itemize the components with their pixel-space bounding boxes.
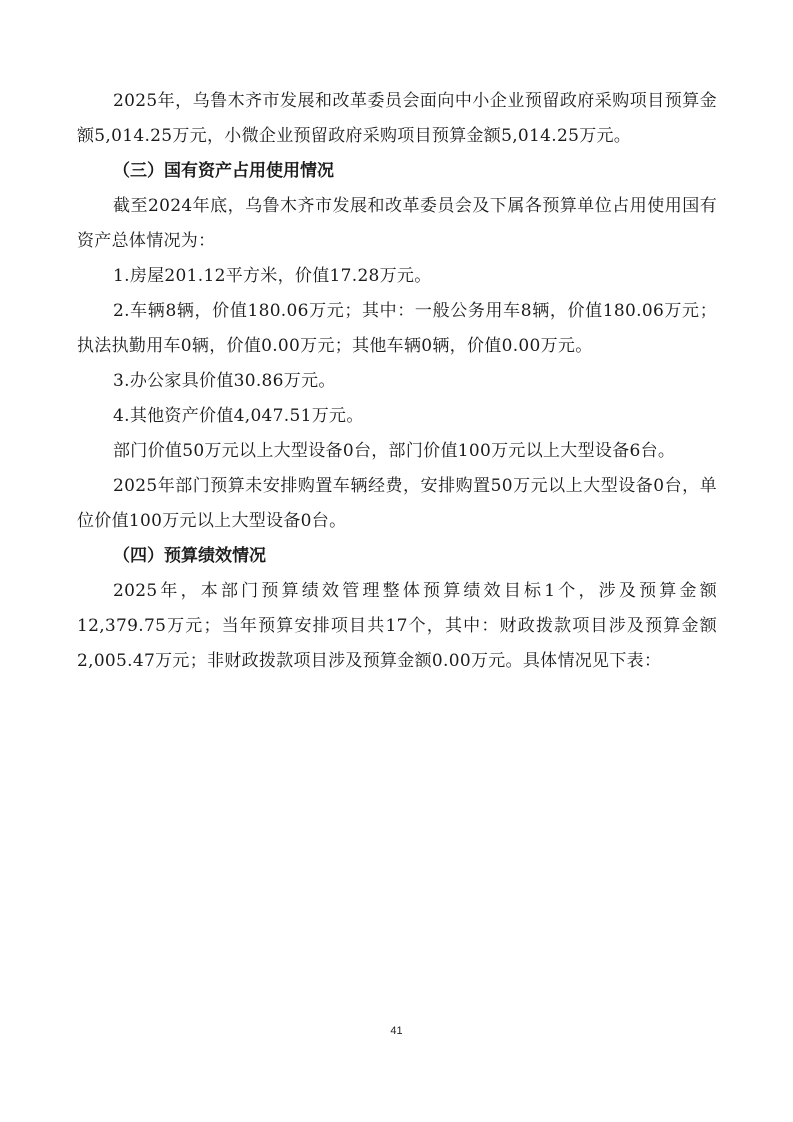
document-body bbox=[77, 84, 717, 679]
paragraph-furniture: 3.办公家具价值30.86万元。 bbox=[113, 371, 336, 391]
paragraph-purchase-plan: 2025年部门预算未安排购置车辆经费，安排购置50万元以上大型设备0台，单位价值100万元以上大型设备0台。 bbox=[77, 476, 717, 531]
paragraph-housing: 1.房屋201.12平方米，价值17.28万元。 bbox=[113, 266, 432, 286]
section-heading-performance: （四）预算绩效情况 bbox=[113, 546, 266, 566]
page-number: 41 bbox=[390, 1025, 403, 1037]
paragraph-assets-intro: 截至2024年底，乌鲁木齐市发展和改革委员会及下属各预算单位占用使用国有资产总体情况为： bbox=[77, 196, 717, 251]
section-heading-state-assets: （三）国有资产占用使用情况 bbox=[113, 161, 334, 181]
paragraph-vehicles: 2.车辆8辆，价值180.06万元；其中：一般公务用车8辆，价值180.06万元；执法执勤用车0辆，价值0.00万元；其他车辆0辆，价值0.00万元。 bbox=[77, 301, 717, 356]
paragraph-performance: 2025年，本部门预算绩效管理整体预算绩效目标1个，涉及预算金额12,379.75万元；当年预算安排项目共17个，其中：财政拨款项目涉及预算金额2,005.47万元；非财政拨款项目涉及预算金额0.00万元。具体情况见下表： bbox=[77, 581, 717, 671]
paragraph-sme-procurement: 2025年，乌鲁木齐市发展和改革委员会面向中小企业预留政府采购项目预算金额5,014.25万元，小微企业预留政府采购项目预算金额5,014.25万元。 bbox=[77, 91, 717, 146]
paragraph-other-assets: 4.其他资产价值4,047.51万元。 bbox=[113, 406, 364, 426]
paragraph-large-equipment: 部门价值50万元以上大型设备0台，部门价值100万元以上大型设备6台。 bbox=[113, 441, 676, 461]
